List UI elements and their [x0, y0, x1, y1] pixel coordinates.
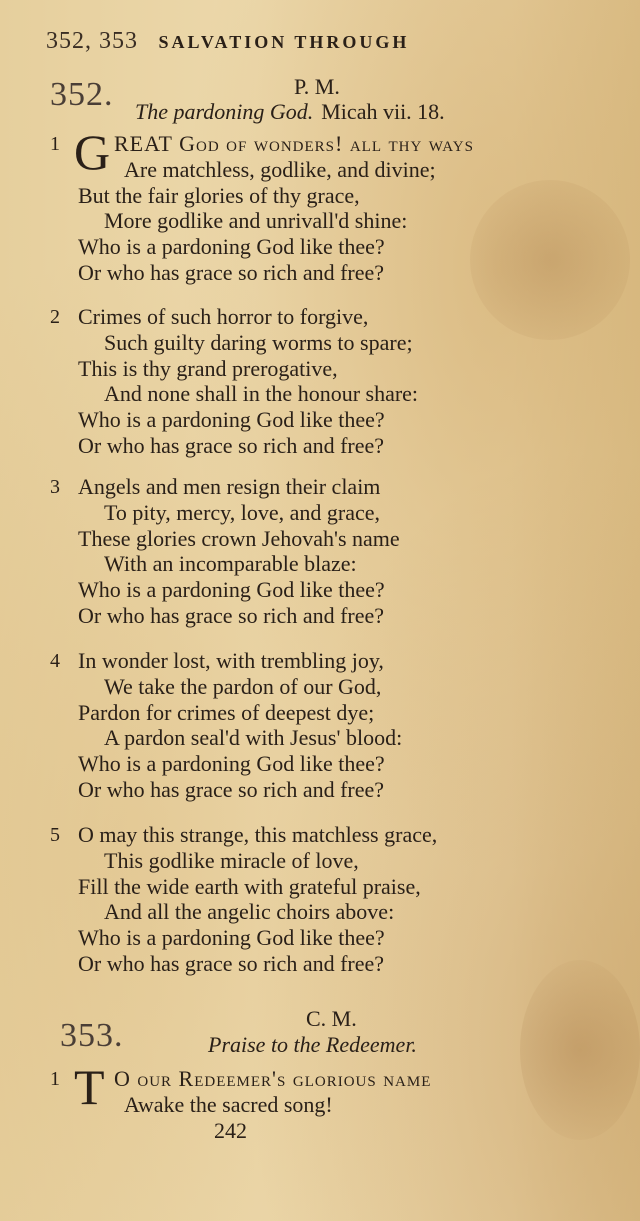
hymn-meter: P. M. — [294, 74, 340, 99]
page-range: 352, 353 — [46, 28, 138, 54]
stanza-number: 1 — [50, 133, 60, 155]
hymn-line: This is thy grand prerogative, — [78, 355, 338, 381]
hymn-line: O may this strange, this matchless grace, — [78, 822, 438, 847]
hymn-line: To pity, mercy, love, and grace, — [104, 499, 380, 525]
subtitle-text: The pardoning God. — [135, 99, 314, 124]
hymn-number: 353. — [60, 1017, 124, 1054]
hymn-line: This godlike miracle of love, — [104, 847, 359, 873]
hymn-line: Or who has grace so rich and free? — [78, 951, 385, 976]
hymn-line: REAT God of wonders! all thy ways — [114, 131, 474, 156]
running-head — [46, 28, 409, 55]
stanza-number: 5 — [50, 824, 60, 846]
hymn-meter: C. M. — [306, 1006, 357, 1031]
hymn-line: And all the angelic choirs above: — [104, 899, 395, 925]
hymn-line: But the fair glories of thy grace, — [78, 182, 360, 208]
hymn-number: 352. — [50, 76, 114, 113]
hymn-line: Who is a pardoning God like thee? — [78, 577, 385, 603]
paper-stain — [470, 180, 630, 340]
hymn-line: Who is a pardoning God like thee? — [78, 751, 385, 777]
hymn-line: These glories crown Jehovah's name — [78, 525, 400, 551]
hymn-line: A pardon seal'd with Jesus' blood: — [104, 725, 403, 751]
stanza-number: 4 — [50, 650, 60, 672]
stanza-number: 1 — [50, 1068, 60, 1090]
hymn-line: Fill the wide earth with grateful praise, — [78, 873, 421, 899]
hymn-line: We take the pardon of our God, — [104, 673, 382, 699]
hymn-line: Are matchless, godlike, and divine; — [124, 156, 436, 182]
stanza-number: 2 — [50, 306, 60, 328]
hymn-line: With an incomparable blaze: — [104, 551, 357, 577]
drop-cap: G — [74, 124, 111, 180]
hymn-line: More godlike and unrivall'd shine: — [104, 208, 408, 234]
paper-stain — [520, 960, 640, 1140]
hymn-line: Or who has grace so rich and free? — [78, 433, 385, 458]
scripture-reference: Micah vii. 18. — [321, 99, 445, 124]
hymn-line: Who is a pardoning God like thee? — [78, 407, 385, 433]
hymn-line: Who is a pardoning God like thee? — [78, 234, 385, 260]
hymn-line: Or who has grace so rich and free? — [78, 260, 385, 285]
hymn-line: And none shall in the honour share: — [104, 381, 419, 407]
hymn-subtitle: Praise to the Redeemer. — [208, 1032, 417, 1057]
stanza-number: 3 — [50, 476, 60, 498]
hymn-line: In wonder lost, with trembling joy, — [78, 648, 384, 673]
section-title: SALVATION THROUGH — [158, 32, 410, 52]
hymn-line: Or who has grace so rich and free? — [78, 777, 385, 802]
hymn-line: Angels and men resign their claim — [78, 474, 381, 499]
hymn-line: Crimes of such horror to forgive, — [78, 304, 369, 329]
hymn-line: Awake the sacred song! — [124, 1092, 333, 1117]
hymn-subtitle — [135, 99, 445, 125]
hymn-line: Or who has grace so rich and free? — [78, 603, 385, 628]
drop-cap: T — [74, 1059, 105, 1115]
hymn-line: O our Redeemer's glorious name — [114, 1066, 432, 1091]
hymn-line: Who is a pardoning God like thee? — [78, 925, 385, 951]
hymn-line: Such guilty daring worms to spare; — [104, 329, 413, 355]
hymn-line: Pardon for crimes of deepest dye; — [78, 699, 375, 725]
page-number: 242 — [214, 1118, 247, 1143]
